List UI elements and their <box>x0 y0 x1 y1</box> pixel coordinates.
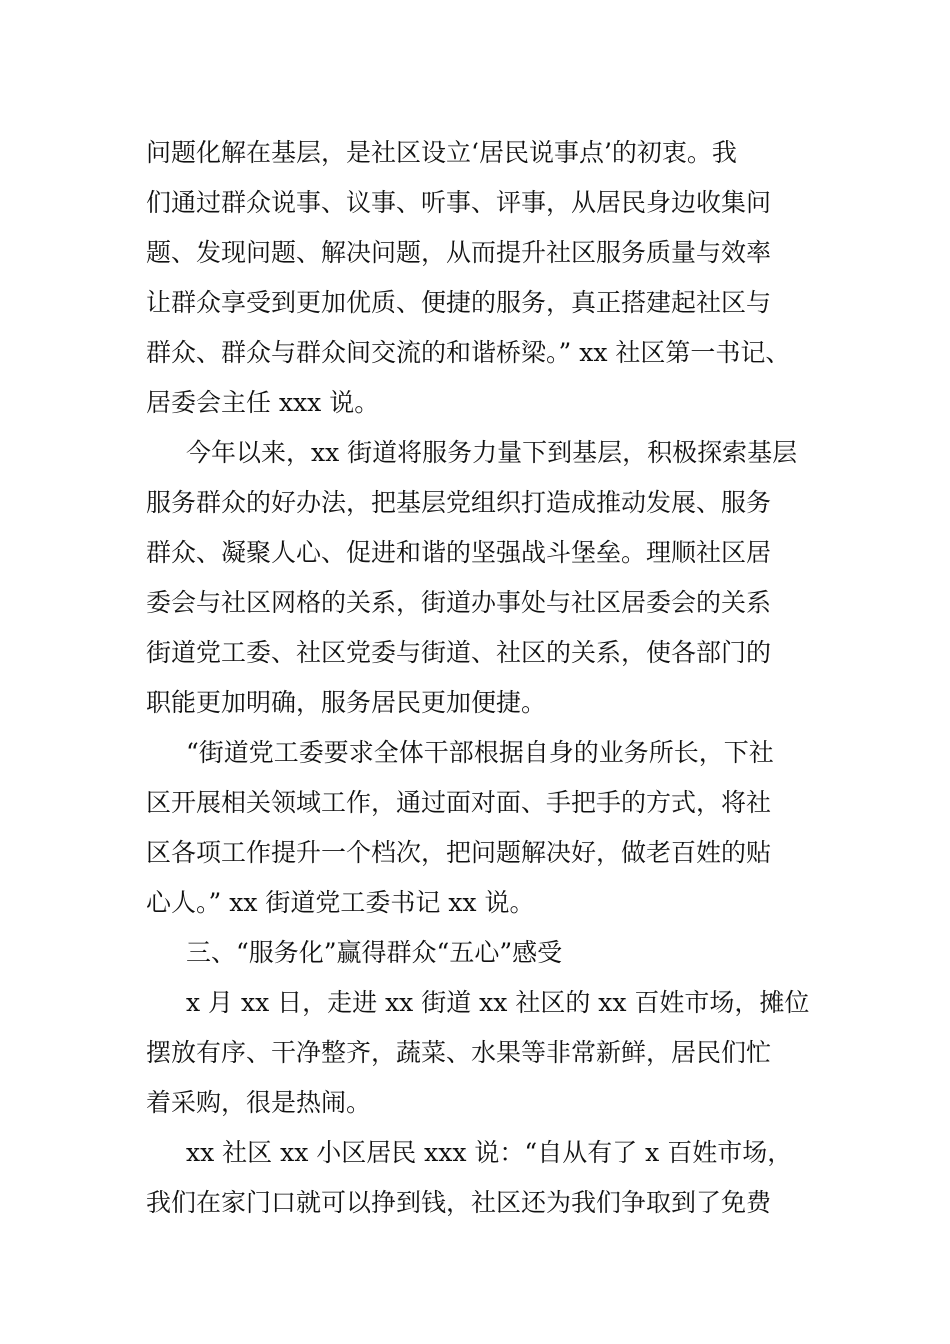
paragraph-line: 服务群众的好办法，把基层党组织打造成推动发展、服务 <box>146 488 772 517</box>
paragraph-line: 职能更加明确，服务居民更加便捷。 <box>146 688 547 717</box>
paragraph-line: 居委会主任 xxx 说。 <box>146 388 380 417</box>
paragraph-line: 区各项工作提升一个档次，把问题解决好，做老百姓的贴 <box>146 838 772 867</box>
paragraph-line: xx 社区 xx 小区居民 xxx 说：“自从有了 x 百姓市场， <box>186 1138 793 1167</box>
paragraph-line: 心人。” xx 街道党工委书记 xx 说。 <box>146 888 535 917</box>
paragraph-line: 街道党工委、社区党委与街道、社区的关系，使各部门的 <box>146 638 772 667</box>
section-heading: 三、“服务化”赢得群众“五心”感受 <box>186 938 563 967</box>
document-body <box>146 128 836 1228</box>
paragraph-line: 摆放有序、干净整齐，蔬菜、水果等非常新鲜，居民们忙 <box>146 1038 772 1067</box>
paragraph-line: 委会与社区网格的关系，街道办事处与社区居委会的关系 <box>146 588 772 617</box>
paragraph-line: 题、发现问题、解决问题，从而提升社区服务质量与效率 <box>146 238 772 267</box>
paragraph-line: 区开展相关领域工作，通过面对面、手把手的方式，将社 <box>146 788 772 817</box>
paragraph-line: 问题化解在基层，是社区设立‘居民说事点’的初衷。我 <box>146 138 737 167</box>
paragraph-line: 我们在家门口就可以挣到钱，社区还为我们争取到了免费 <box>146 1188 772 1217</box>
paragraph-line: 今年以来，xx 街道将服务力量下到基层，积极探索基层 <box>186 438 798 467</box>
paragraph-line: 群众、群众与群众间交流的和谐桥梁。” xx 社区第一书记、 <box>146 338 791 367</box>
paragraph-line: 着采购，很是热闹。 <box>146 1088 372 1117</box>
paragraph-line: 让群众享受到更加优质、便捷的服务，真正搭建起社区与 <box>146 288 772 317</box>
paragraph-line: “街道党工委要求全体干部根据自身的业务所长，下社 <box>186 738 774 767</box>
paragraph-line: 们通过群众说事、议事、听事、评事，从居民身边收集问 <box>146 188 772 217</box>
paragraph-line: 群众、凝聚人心、促进和谐的坚强战斗堡垒。理顺社区居 <box>146 538 772 567</box>
paragraph-line: x 月 xx 日，走进 xx 街道 xx 社区的 xx 百姓市场，摊位 <box>186 988 810 1017</box>
